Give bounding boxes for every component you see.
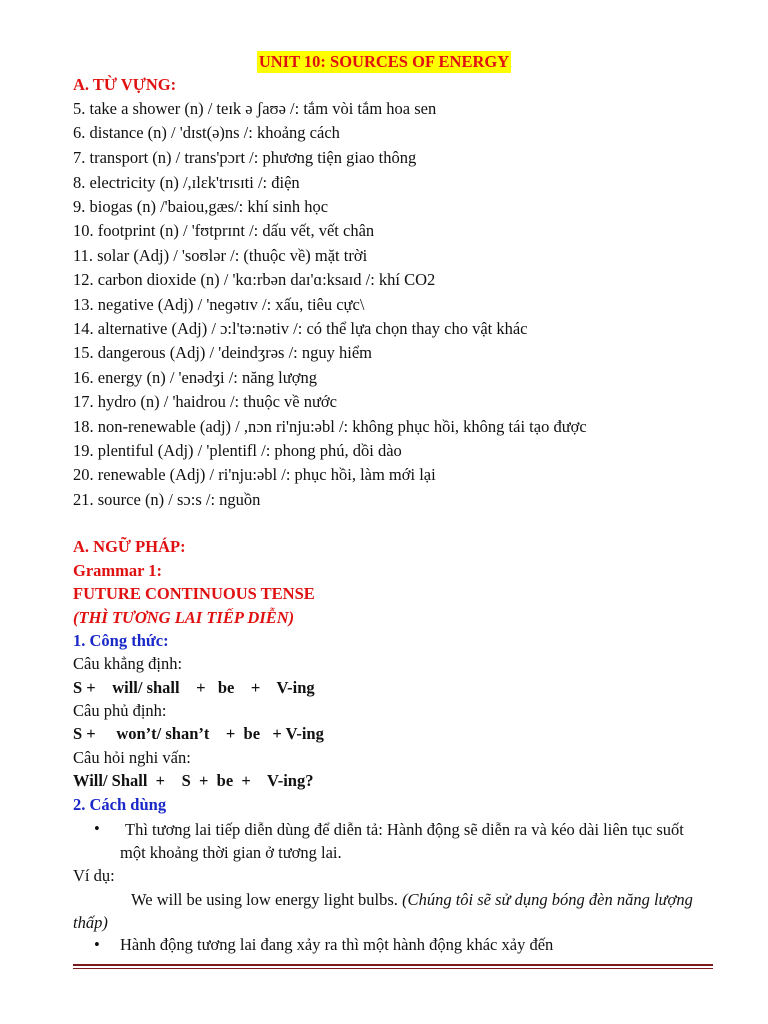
- usage-item-2: Hành động tương lai đang xảy ra thì một hành động khác xảy đến: [120, 935, 554, 954]
- vocab-item: 18. non-renewable (adj) / ,nɔn ri'nju:əbl /: không phục hồi, không tái tạo được: [73, 417, 587, 436]
- example-label: Ví dụ:: [73, 866, 115, 885]
- vocab-heading: A. TỪ VỰNG:: [73, 75, 177, 94]
- affirmative-label: Câu khẳng định:: [73, 654, 183, 673]
- bullet-icon: •: [94, 935, 100, 954]
- affirmative-formula: S + will/ shall + be + V-ing: [73, 678, 315, 697]
- footer-rule: [73, 964, 713, 966]
- vocab-item: 14. alternative (Adj) / ɔ:l'tə:nətiv /: có thể lựa chọn thay cho vật khác: [73, 319, 528, 338]
- question-label: Câu hỏi nghi vấn:: [73, 748, 191, 767]
- negative-label: Câu phủ định:: [73, 701, 167, 720]
- example-en: We will be using low energy light bulbs.: [131, 890, 398, 909]
- usage-heading: 2. Cách dùng: [73, 795, 167, 814]
- example-vi: (Chúng tôi sẽ sử dụng bóng đèn năng lượng thấp): [73, 890, 693, 932]
- vocab-item: 8. electricity (n) /,ɪlɛk'trɪsɪti /: điện: [73, 173, 300, 192]
- footer-rule-thin: [73, 968, 713, 969]
- vocab-item: 13. negative (Adj) / 'neɡətɪv /: xấu, tiêu cực\: [73, 295, 365, 314]
- vocab-item: 16. energy (n) / 'enədʒi /: năng lượng: [73, 368, 317, 387]
- vocab-item: 5. take a shower (n) / teɪk ə ʃaʊə /: tắm vòi tắm hoa sen: [73, 99, 437, 118]
- vocab-item: 21. source (n) / sɔ:s /: nguồn: [73, 490, 261, 509]
- vocab-item: 20. renewable (Adj) / ri'nju:əbl /: phục hồi, làm mới lại: [73, 465, 436, 484]
- tense-name: FUTURE CONTINUOUS TENSE: [73, 584, 315, 603]
- bullet-icon: •: [94, 819, 100, 838]
- vocab-item: 17. hydro (n) / 'haidrou /: thuộc về nước: [73, 392, 337, 411]
- title-wrap: [0, 51, 768, 73]
- question-formula: Will/ Shall + S + be + V-ing?: [73, 771, 314, 790]
- vocab-item: 10. footprint (n) / 'fʊtprɪnt /: dấu vết, vết chân: [73, 221, 375, 240]
- vocab-item: 9. biogas (n) /'baiou,gæs/: khí sinh học: [73, 197, 329, 216]
- vocab-item: 19. plentiful (Adj) / 'plentifl /: phong phú, dồi dào: [73, 441, 402, 460]
- vocab-item: 7. transport (n) / trans'pɔrt /: phương tiện giao thông: [73, 148, 417, 167]
- example-paragraph: [73, 888, 713, 934]
- vocab-item: 12. carbon dioxide (n) / 'kɑ:rbən daɪ'ɑ:ksaɪd /: khí CO2: [73, 270, 436, 289]
- formula-heading: 1. Công thức:: [73, 631, 169, 650]
- vocab-item: 6. distance (n) / 'dɪst(ə)ns /: khoảng cách: [73, 123, 340, 142]
- negative-formula: S + won’t/ shan’t + be + V-ing: [73, 724, 324, 743]
- usage-item-1: Thì tương lai tiếp diễn dùng để diễn tả: Hành động sẽ diễn ra và kéo dài liên tục suốt một khoảng thời gian ở tương lai.: [120, 820, 684, 862]
- vocab-item: 15. dangerous (Adj) / 'deindʒrəs /: nguy hiểm: [73, 343, 372, 362]
- grammar-heading: A. NGỮ PHÁP:: [73, 537, 186, 556]
- vocab-item: 11. solar (Adj) / 'soʊlər /: (thuộc về) mặt trời: [73, 246, 368, 265]
- grammar1-label: Grammar 1:: [73, 561, 163, 580]
- unit-title: UNIT 10: SOURCES OF ENERGY: [258, 52, 510, 71]
- tense-name-vi: (THÌ TƯƠNG LAI TIẾP DIỄN): [73, 608, 295, 627]
